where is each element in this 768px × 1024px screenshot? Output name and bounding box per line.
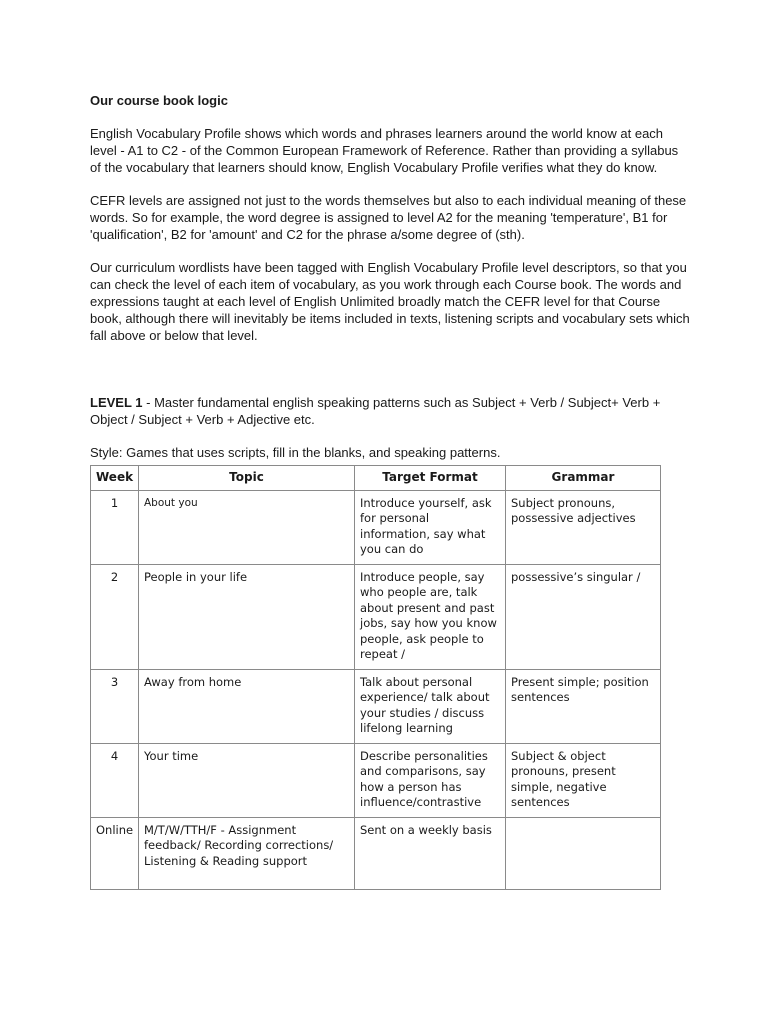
header-topic: Topic xyxy=(139,466,355,491)
header-week: Week xyxy=(91,466,139,491)
style-line: Style: Games that uses scripts, fill in the blanks, and speaking patterns. xyxy=(90,445,501,460)
table-row xyxy=(91,743,661,817)
table-row xyxy=(91,669,661,743)
header-target-format: Target Format xyxy=(355,466,506,491)
cell-grammar: Subject pronouns, possessive adjectives xyxy=(506,490,661,564)
table-row xyxy=(91,817,661,889)
header-grammar: Grammar xyxy=(506,466,661,491)
cell-grammar: possessive’s singular / xyxy=(506,564,661,669)
cell-week: 4 xyxy=(91,743,139,817)
cell-grammar: Subject & object pronouns, present simple, negative sentences xyxy=(506,743,661,817)
cell-grammar: Present simple; position sentences xyxy=(506,669,661,743)
cell-topic: People in your life xyxy=(139,564,355,669)
curriculum-table xyxy=(90,465,661,890)
cell-week: 3 xyxy=(91,669,139,743)
cell-topic: M/T/W/TTH/F - Assignment feedback/ Recording corrections/ Listening & Reading support xyxy=(139,817,355,889)
cell-format: Introduce yourself, ask for personal information, say what you can do xyxy=(355,490,506,564)
cell-format: Introduce people, say who people are, talk about present and past jobs, say how you know people, ask people to repeat / xyxy=(355,564,506,669)
level-text: - Master fundamental english speaking patterns such as Subject + Verb / Subject+ Verb + Object / Subject + Verb + Adjective etc. xyxy=(90,395,661,427)
table-row xyxy=(91,564,661,669)
table-header-row xyxy=(91,466,661,491)
spacer xyxy=(90,360,690,394)
cell-week: Online xyxy=(91,817,139,889)
cell-week: 2 xyxy=(91,564,139,669)
page-title: Our course book logic xyxy=(90,93,228,108)
cell-format: Sent on a weekly basis xyxy=(355,817,506,889)
paragraph-2: CEFR levels are assigned not just to the words themselves but also to each individual meaning of these words. So for example, the word degree is assigned to level A2 for the meaning 'temperature', B1 for 'qualification', B2 for 'amount' and C2 for the phrase a/some degree of (sth). xyxy=(90,193,687,242)
table-row xyxy=(91,490,661,564)
document-page xyxy=(90,92,690,890)
cell-format: Talk about personal experience/ talk about your studies / discuss lifelong learning xyxy=(355,669,506,743)
cell-topic: About you xyxy=(139,490,355,564)
cell-format: Describe personalities and comparisons, say how a person has influence/contrastive xyxy=(355,743,506,817)
cell-topic: Away from home xyxy=(139,669,355,743)
paragraph-3: Our curriculum wordlists have been tagged with English Vocabulary Profile level descriptors, so that you can check the level of each item of vocabulary, as you work through each Course book. The words and expressions taught at each level of English Unlimited broadly match the CEFR level for that Course book, although there will inevitably be items included in texts, listening scripts and vocabulary sets which fall above or below that level. xyxy=(90,260,690,343)
level-label: LEVEL 1 xyxy=(90,395,143,410)
cell-topic: Your time xyxy=(139,743,355,817)
cell-week: 1 xyxy=(91,490,139,564)
cell-grammar xyxy=(506,817,661,889)
paragraph-1: English Vocabulary Profile shows which words and phrases learners around the world know at each level - A1 to C2 - of the Common European Framework of Reference. Rather than providing a syllabus of the vocabulary that learners should know, English Vocabulary Profile verifies what they do know. xyxy=(90,126,679,175)
level-description xyxy=(90,394,690,428)
